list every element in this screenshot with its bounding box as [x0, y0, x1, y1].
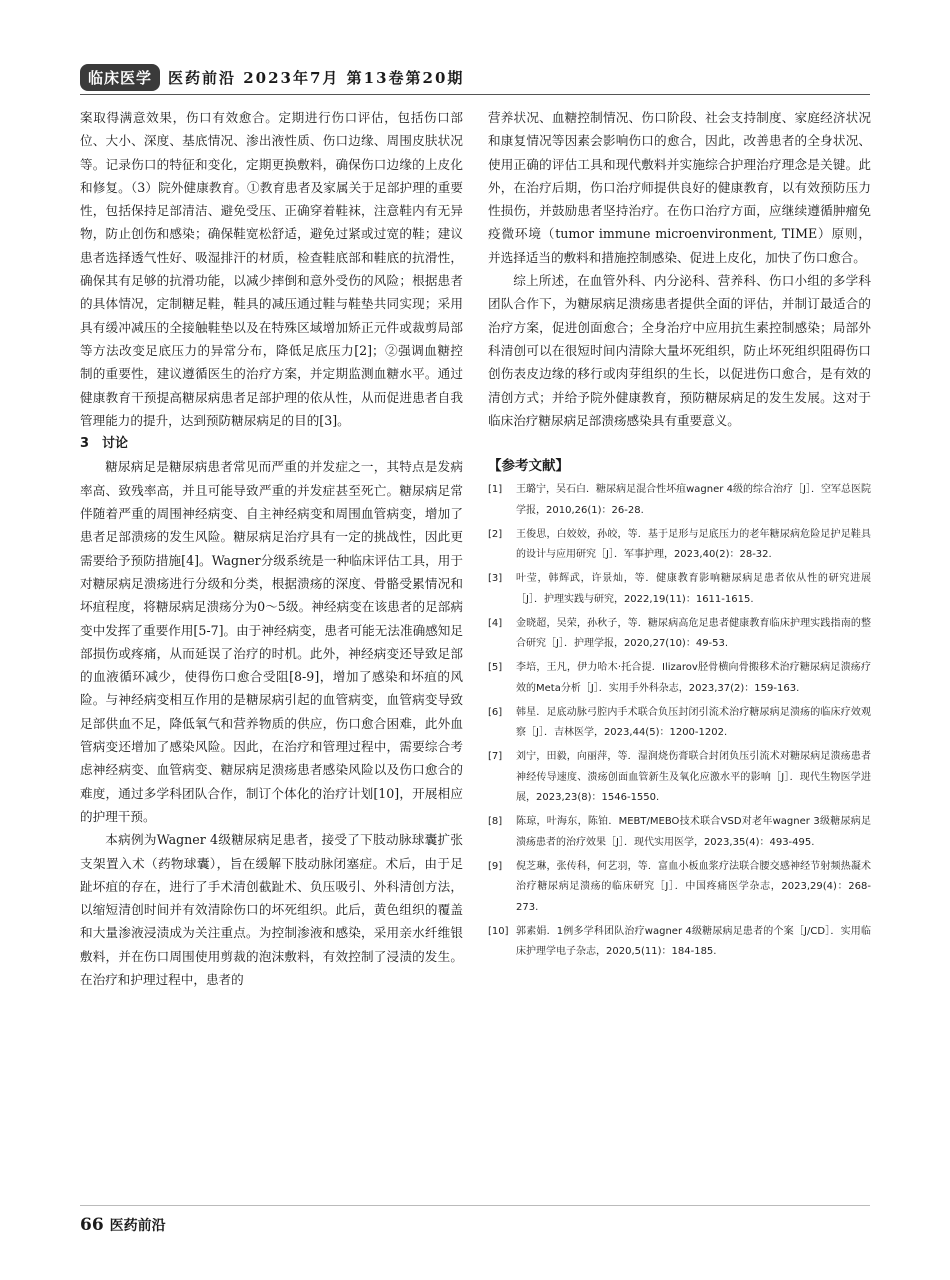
- reference-item: [488, 703, 871, 744]
- reference-text: 李培，王凡，伊力哈木·托合提．Ilizarov胫骨横向骨搬移术治疗糖尿病足溃疡疗效的Meta分析［J］．实用手外科杂志，2023,37(2)：159-163.: [516, 662, 871, 694]
- reference-item: [488, 658, 871, 699]
- reference-number: [3]: [488, 573, 503, 585]
- reference-item: [488, 525, 871, 566]
- reference-number: [7]: [488, 751, 503, 763]
- reference-number: [10]: [488, 925, 509, 937]
- reference-number: [8]: [488, 816, 503, 828]
- paragraph-conclusion: 综上所述，在血管外科、内分泌科、营养科、伤口小组的多学科团队合作下，为糖尿病足溃疡患者提供全面的评估，并制订最适合的治疗方案，促进创面愈合；全身治疗中应用抗生素控制感染；局部外科清创可以在很短时间内清除大量坏死组织，防止坏死组织阻碍伤口创伤表皮边缘的移行或肉芽组织的生长，以促进伤口愈合，是有效的清创方式；并给予院外健康教育，预防糖尿病足的发生发展。这对于临床治疗糖尿病足部溃疡感染具有重要意义。: [488, 273, 871, 428]
- footer-journal: 医药前沿: [109, 1218, 166, 1234]
- left-column: [80, 106, 463, 991]
- right-column: [488, 106, 871, 966]
- reference-item: [488, 614, 871, 655]
- references-list: [488, 480, 871, 963]
- reference-text: 韩星．足底动脉弓腔内手术联合负压封闭引流术治疗糖尿病足溃疡的临床疗效观察［J］．吉林医学，2023,44(5)：1200-1202.: [516, 706, 871, 739]
- section-heading-discussion: 3 讨论: [80, 436, 129, 452]
- reference-text: 刘宁，田毅，向丽萍，等．湿润烧伤膏联合封闭负压引流术对糖尿病足溃疡患者神经传导速度、溃疡创面血管新生及氧化应激水平的影响［J］．现代生物医学进展，2023,23(8)：1546-1550.: [516, 751, 871, 804]
- paragraph-discussion: 糖尿病足是糖尿病患者常见而严重的并发症之一，其特点是发病率高、致残率高，并且可能导致严重的并发症甚至死亡。糖尿病足常伴随着严重的周围神经病变、自主神经病变和周围血管病变，增加了患者足部溃疡的发生风险。糖尿病足治疗具有一定的挑战性，因此更需要给予预防措施[4]。Wagner分级系统是一种临床评估工具，用于对糖尿病足溃疡进行分级和分类，根据溃疡的深度、骨骼受累情况和坏疽程度，将糖尿病足溃疡分为0～5级。神经病变在该患者的足部病变中发挥了重要作用[5-7]。由于神经病变，患者可能无法准确感知足部损伤或疼痛，从而延误了治疗的时机。此外，神经病变还导致足部的血液循环减少，使得伤口愈合受阻[8-9]，增加了感染和坏疽的风险。与神经病变相互作用的是糖尿病引起的血管病变，血管病变导致足部供血不足，降低氧气和营养物质的供应，伤口愈合困难，此外血管病变还增加了感染风险。因此，在治疗和管理过程中，需要综合考虑神经病变、血管病变、糖尿病足溃疡患者感染风险以及伤口愈合的难度，通过多学科团队合作，制订个体化的治疗计划[10]，开展相应的护理干预。: [80, 459, 463, 824]
- reference-text: 陈琼，叶海东，陈铂．MEBT/MEBO技术联合VSD对老年wagner 3级糖尿病足溃疡患者的治疗效果［J］．现代实用医学，2023,35(4)：493-495.: [516, 816, 871, 848]
- journal-info: 医药前沿 2023年7月 第13卷第20期: [168, 68, 465, 87]
- page-number: 66: [80, 1215, 104, 1235]
- reference-text: 金晓超，吴荣，孙秋子，等．糖尿病高危足患者健康教育临床护理实践指南的整合研究［J］．护理学报，2020,27(10)：49-53.: [516, 617, 871, 650]
- reference-item: [488, 569, 871, 610]
- section-badge: 临床医学: [80, 64, 160, 91]
- reference-number: [6]: [488, 706, 503, 718]
- reference-number: [2]: [488, 528, 503, 540]
- reference-item: [488, 857, 871, 919]
- header-rule: [80, 94, 870, 95]
- reference-item: [488, 922, 871, 963]
- reference-number: [5]: [488, 662, 503, 674]
- reference-text: 郭素娟．1例多学科团队治疗wagner 4级糖尿病足患者的个案［J/CD］．实用临床护理学电子杂志，2020,5(11)：184-185.: [516, 925, 871, 958]
- reference-item: [488, 747, 871, 809]
- footer-rule: [80, 1205, 870, 1206]
- paragraph-case: 本病例为Wagner 4级糖尿病足患者，接受了下肢动脉球囊扩张支架置入术（药物球囊），旨在缓解下肢动脉闭塞症。术后，由于足趾坏疽的存在，进行了手术清创截趾术、负压吸引、外科清创方法，以缩短清创时间并有效清除伤口的坏死组织。此后，黄色组织的覆盖和大量渗液浸渍成为关注重点。为控制渗液和感染，采用亲水纤维银敷料，并在伤口周围使用剪裁的泡沫敷料，有效控制了浸渍的发生。在治疗和护理过程中，患者的: [80, 832, 463, 987]
- reference-text: 叶莹，韩辉武，许景灿，等．健康教育影响糖尿病足患者依从性的研究进展［J］．护理实践与研究，2022,19(11)：1611-1615.: [516, 573, 871, 605]
- references-title: 【参考文献】: [488, 458, 569, 475]
- reference-text: 倪芝琳，张传科，何艺羽，等．富血小板血浆疗法联合腰交感神经节射频热凝术治疗糖尿病足溃疡的临床研究［J］．中国疼痛医学杂志，2023,29(4)：268-273.: [516, 860, 871, 913]
- reference-item: [488, 480, 871, 521]
- reference-number: [1]: [488, 484, 503, 496]
- reference-item: [488, 812, 871, 853]
- reference-number: [4]: [488, 617, 503, 629]
- reference-text: 王璐宁，吴石白．糖尿病足混合性坏疽wagner 4级的综合治疗［J］．空军总医院学报，2010,26(1)：26-28.: [516, 484, 871, 516]
- paragraph-continued: 营养状况、血糖控制情况、伤口阶段、社会支持制度、家庭经济状况和康复情况等因素会影响伤口的愈合，因此，改善患者的全身状况、使用正确的评估工具和现代敷料并实施综合护理治疗理念是关键。此外，在治疗后期，伤口治疗师提供良好的健康教育，以有效预防压力性损伤，并鼓励患者坚持治疗。在伤口治疗方面，应继续遵循肿瘤免疫微环境（tumor immune microenvironment, TIME）原则，并选择适当的敷料和措施控制感染、促进上皮化，加快了伤口愈合。: [488, 110, 871, 265]
- paragraph-care: 案取得满意效果，伤口有效愈合。定期进行伤口评估，包括伤口部位、大小、深度、基底情况、渗出液性质、伤口边缘、周围皮肤状况等。记录伤口的特征和变化，定期更换敷料，确保伤口边缘的上皮化和修复。（3）院外健康教育。①教育患者及家属关于足部护理的重要性，包括保持足部清洁、避免受压、正确穿着鞋袜，注意鞋内有无异物，防止创伤和感染；确保鞋宽松舒适，避免过紧或过宽的鞋；建议患者选择透气性好、吸湿排汗的材质，检查鞋底部和鞋底的抗滑性，确保其有足够的抗滑功能，以减少摔倒和意外受伤的风险；根据患者的具体情况，定制糖足鞋，鞋具的减压通过鞋与鞋垫共同实现；采用具有缓冲减压的全接触鞋垫以及在特殊区域增加矫正元件或裁剪局部等方法改变足底压力的异常分布，降低足底压力[2]；②强调血糖控制的重要性，建议遵循医生的治疗方案，并定期监测血糖水平。通过健康教育干预提高糖尿病患者足部护理的依从性，从而促进患者自我管理能力的提升，达到预防糖尿病足的目的[3]。: [80, 110, 463, 428]
- page-header: [80, 62, 870, 92]
- reference-text: 王俊思，白姣姣，孙皎，等．基于足形与足底压力的老年糖尿病危险足护足鞋具的设计与应用研究［J］．军事护理，2023,40(2)：28-32.: [516, 528, 871, 561]
- reference-number: [9]: [488, 860, 503, 872]
- page-footer: [80, 1215, 166, 1243]
